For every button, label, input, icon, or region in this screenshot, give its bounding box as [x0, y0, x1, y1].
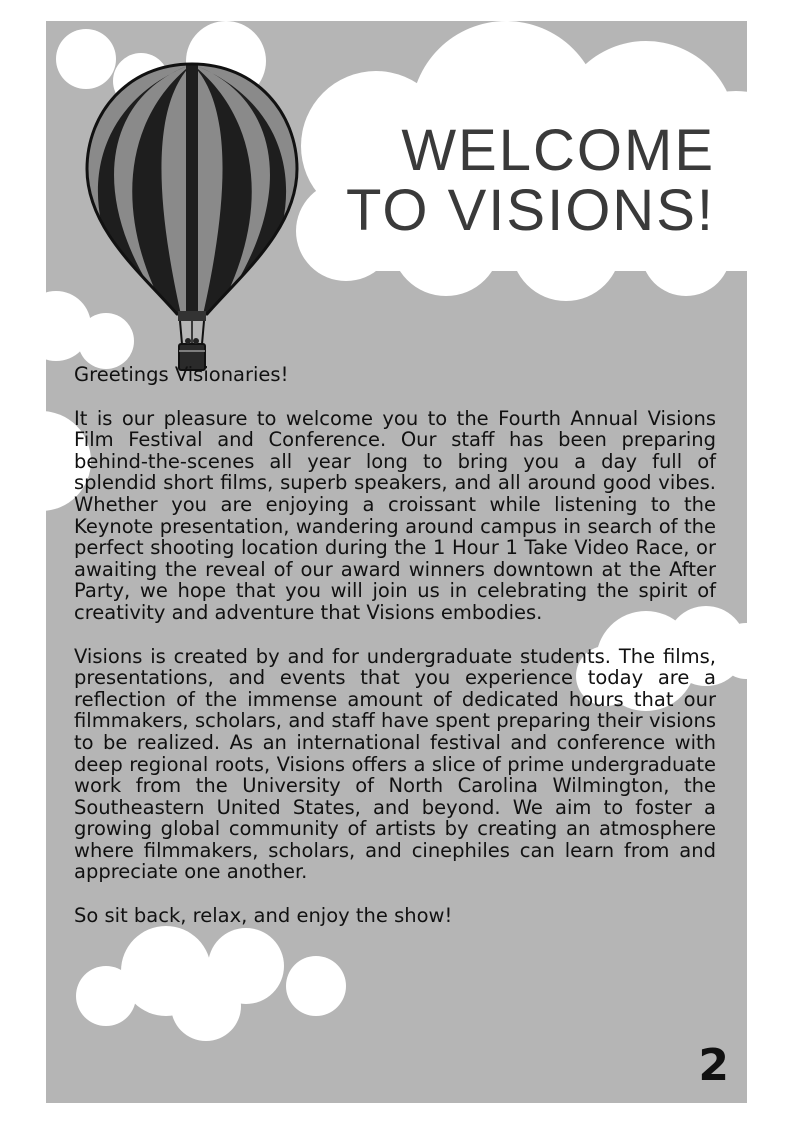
- title-line-1: WELCOME: [401, 118, 715, 183]
- page-title: [345, 118, 715, 243]
- welcome-letter: [74, 364, 716, 949]
- page: [46, 21, 747, 1103]
- closing: So sit back, relax, and enjoy the show!: [74, 904, 453, 928]
- page-number: 2: [698, 1040, 729, 1091]
- greeting: Greetings Visionaries!: [74, 363, 289, 386]
- hot-air-balloon-icon: [82, 59, 302, 379]
- title-line-2: TO VISIONS!: [345, 178, 715, 243]
- paragraph-1: It is our pleasure to welcome you to the Fourth Annual Visions Film Festival and Conference. Our staff has been preparing behind-the-scenes all year long to bring you a day full of splendid short films, superb speakers, and all around good vibes. Whether you are enjoying a croissant while listening to the Keynote presentation, wandering around campus in search of the perfect shooting location during the 1 Hour 1 Take Video Race, or awaiting the reveal of our award winners downtown at the After Party, we hope that you will join us in celebrating the spirit of creativity and adventure that Visions embodies.: [74, 406, 716, 624]
- paragraph-2: Visions is created by and for undergraduate students. The films, presentations, and events that you experience today are a reflection of the immense amount of dedicated hours that our filmmakers, scholars, and staff have spent preparing their visions to be realized. As an international festival and conference with deep regional roots, Visions offers a slice of prime undergraduate work from the University of North Carolina Wilmington, the Southeastern United States, and beyond. We aim to foster a growing global community of artists by creating an atmosphere where filmmakers, scholars, and cinephiles can learn from and appreciate one another.: [74, 644, 716, 884]
